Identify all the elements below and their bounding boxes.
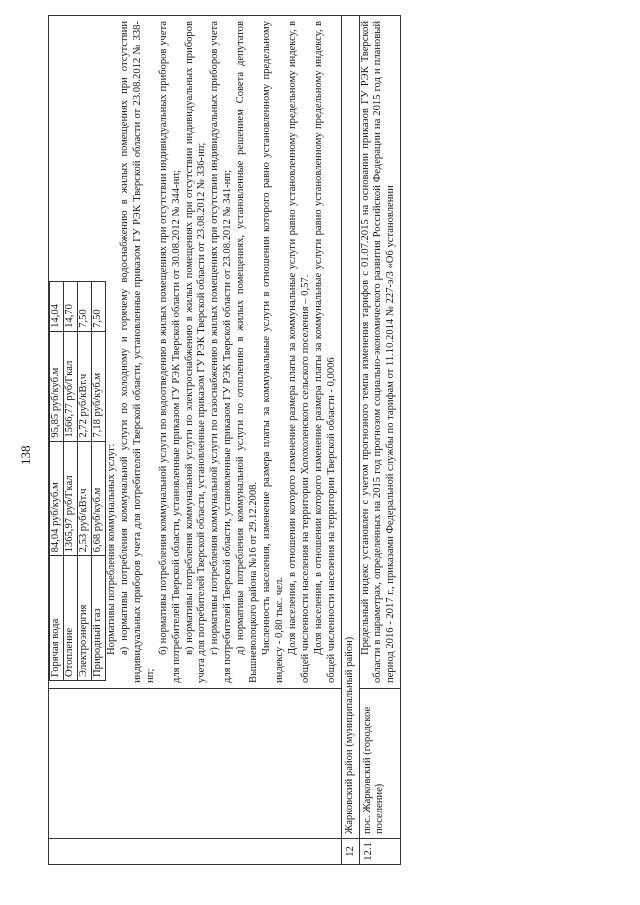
tariff-cell-name: Природный газ [92, 556, 106, 681]
content-cell [49, 16, 342, 689]
paragraph: Предельный индекс установлен с учетом прогнозного темпа изменения тарифов с 01.07.2015 на основании приказов ГУ РЭК Тверской области в параметрах, определенных на 2015 год прогнозом социально-экономического развития Российской Федерации на 2015 год и плановый период 2016 - 2017 г., приказами Федеральной службы по тарифам от 11.10.2014 № 227-э/3 «Об установлении [359, 21, 397, 683]
tariff-cell-pct: 14,04 [50, 282, 64, 332]
row-number: 12 [341, 839, 359, 865]
tariff-cell-name: Отопление [64, 556, 78, 681]
settlement-name: пос. Жарковский (городское поселение) [359, 689, 401, 839]
tariff-cell-v1: 2,53 руб/кВт.ч [78, 441, 92, 556]
paragraph: Доля населения, в отношении которого изменение размера платы за коммунальные услуги равно установленному предельному индексу, в общей численности населения на территории Холохоленского сельского поселения – 0,57. [286, 21, 311, 683]
paragraph: Численность населения, изменение размера платы за коммунальные услуги в отношении которого равно установленному предельному индексу - 0,80 тыс. чел. [261, 21, 285, 683]
page-number: 138 [18, 445, 33, 465]
table-row-12 [341, 16, 359, 865]
tariff-cell-v2: 2,72 руб/кВт.ч [78, 331, 92, 441]
number-cell [49, 839, 342, 865]
tariff-cell-pct: 14,70 [64, 282, 78, 332]
tariff-cell-v1: 84,04 руб/куб.м [50, 441, 64, 556]
tariff-table [49, 281, 106, 681]
paragraphs [106, 21, 339, 683]
tariff-row [64, 282, 78, 681]
tariff-cell-v2: 95,85 руб/куб.м [50, 331, 64, 441]
tariff-cell-v2: 1566,77 руб/Гкал [64, 331, 78, 441]
paragraph: Нормативы потребления коммунальных услуг: [106, 443, 117, 655]
content-cell [359, 16, 401, 689]
table-row-12-1 [359, 16, 401, 865]
tariff-row [78, 282, 92, 681]
tariff-cell-name: Электроэнергия [78, 556, 92, 681]
tariff-row [92, 282, 106, 681]
row-number: 12.1 [359, 839, 401, 865]
paragraph: Доля населения, в отношении которого изменение размера платы за коммунальные услуги равно установленному предельному индексу, в общей численности населения на территории Тверской области - 0,0006 [312, 21, 337, 683]
tariff-cell-v1: 6,68 руб/куб.м [92, 441, 106, 556]
tariff-cell-pct: 7,50 [78, 282, 92, 332]
region-title: Жарковский район (муниципальный район) [341, 16, 359, 839]
tariff-row [50, 282, 64, 681]
tariff-cell-v2: 7,18 руб/куб.м [92, 331, 106, 441]
paragraph: г) нормативы потребления коммунальной услуги по газоснабжению в жилых помещениях при отсутствии индивидуальных приборов учета для потребителей Тверской области, установленные приказом ГУ РЭК Тверской области от 23.08.2012 № 341-нп; [209, 21, 234, 683]
paragraph: а) нормативы потребления коммунальной услуги по холодному и горячему водоснабжению в жилых помещениях при отсутствии индивидуальных приборов учета для потребителей Тверской области, установленные приказом ГУ РЭК Тверской области от 23.08.2012 № 338-нп; [118, 21, 156, 683]
name-cell [49, 689, 342, 839]
tariff-cell-pct: 7,50 [92, 282, 106, 332]
tariff-cell-v1: 1365,97 руб/Гкал [64, 441, 78, 556]
main-table [48, 15, 401, 865]
paragraph: б) нормативы потребления коммунальной услуги по водоотведению в жилых помещениях при отсутствии индивидуальных приборов учета для потребителей Тверской области, установленные приказом ГУ РЭК Тверской области от 30.08.2012 № 344-нп; [157, 21, 182, 683]
paragraph: в) нормативы потребления коммунальной услуги по электроснабжению в жилых помещениях при отсутствии индивидуальных приборов учета для потребителей Тверской области, установленные приказом ГУ РЭК Тверской области от 23.08.2012 № 336-нп; [183, 21, 208, 683]
paragraph: д) нормативы потребления коммунальной услуги по отоплению в жилых помещениях, установленные решением Совета депутатов Вышневолоцкого района №16 от 29.12.2008. [235, 21, 260, 683]
table-row-continuation [49, 16, 342, 865]
tariff-cell-name: Горячая вода [50, 556, 64, 681]
